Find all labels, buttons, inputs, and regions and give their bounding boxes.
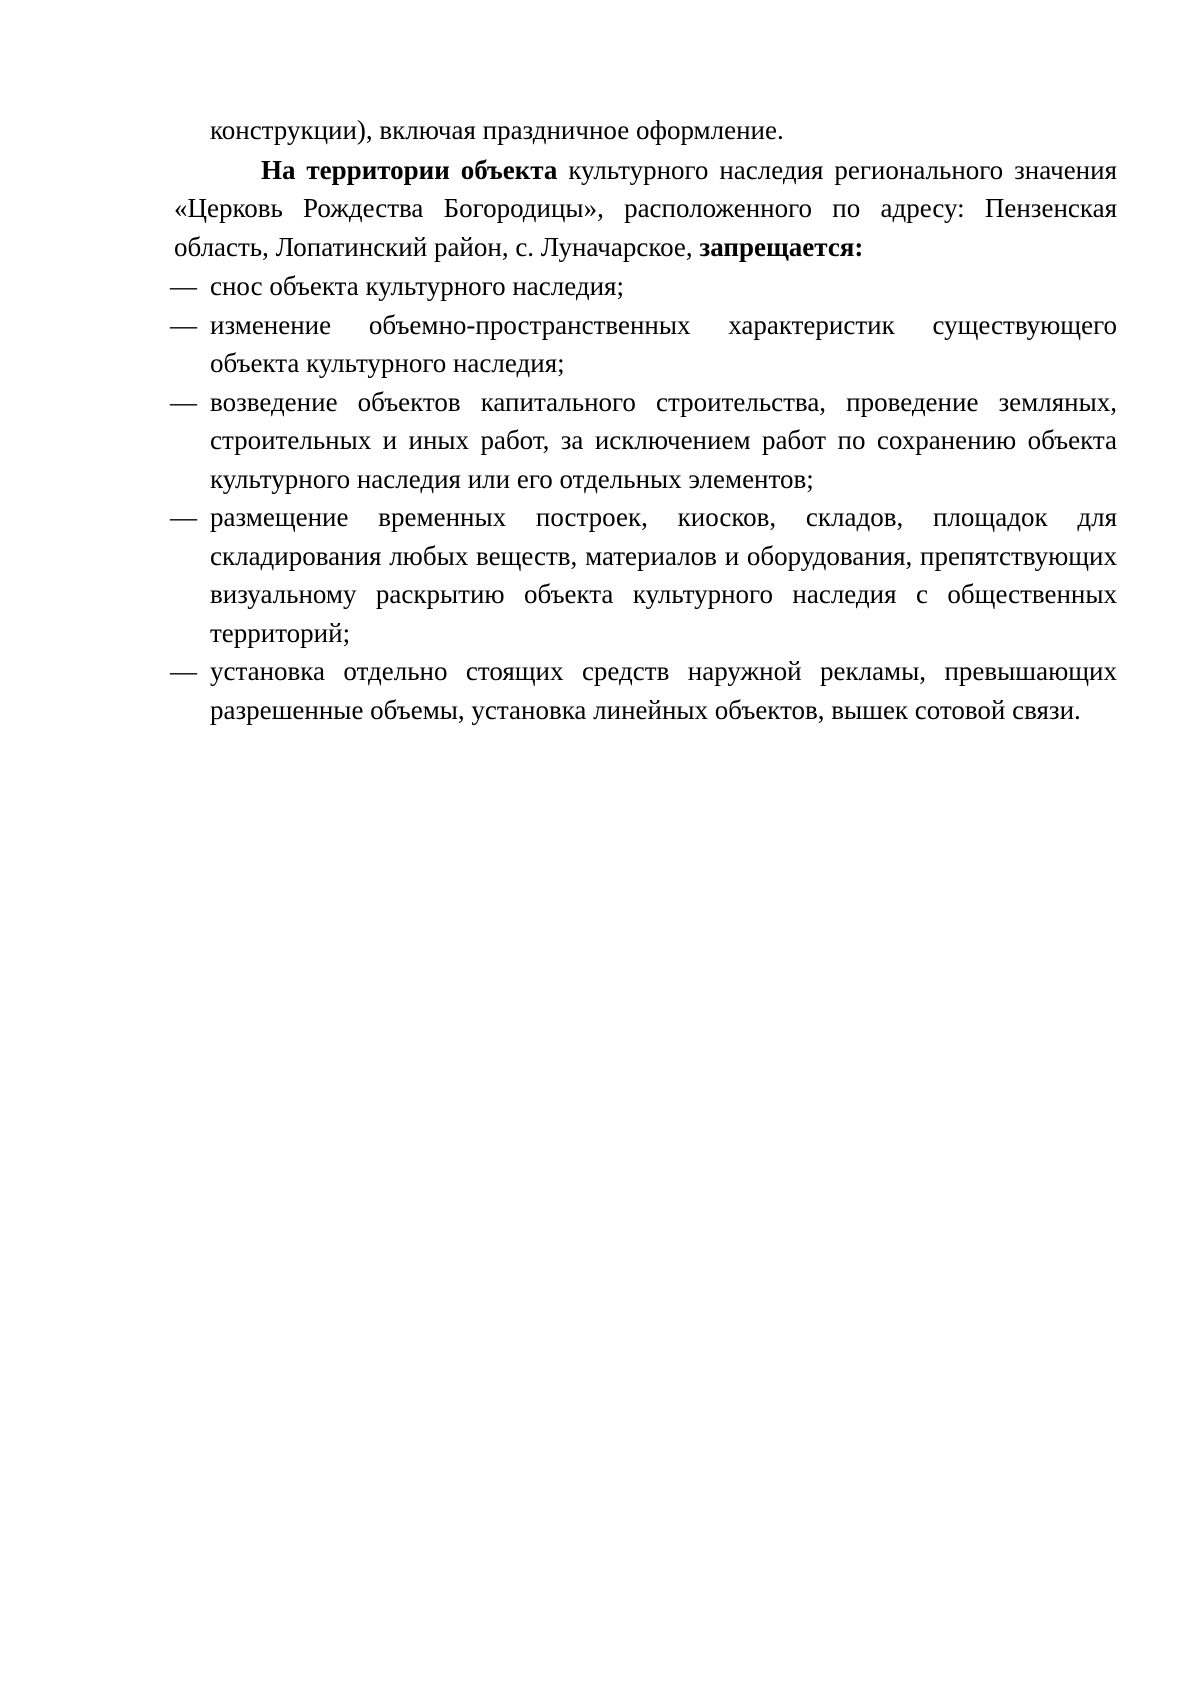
list-item-text: возведение объектов капитального строительства, проведение земляных, строительных и иных работ, за исключением работ по сохранению объекта культурного наследия или его отдельных элементов; [210, 386, 1117, 494]
list-dash: — [170, 386, 197, 417]
prohibition-list [170, 267, 1117, 729]
list-item [170, 383, 1117, 499]
list-item [170, 498, 1117, 652]
list-dash: — [170, 656, 197, 686]
list-dash: — [170, 309, 197, 340]
list-dash: — [170, 502, 197, 532]
list-item [170, 652, 1117, 729]
paragraph-bold-tail: запрещается: [699, 231, 864, 262]
list-item-text: снос объекта культурного наследия; [210, 271, 624, 301]
list-item-text: установка отдельно стоящих средств наружной рекламы, превышающих разрешенные объемы, установка линейных объектов, вышек сотовой связи. [210, 656, 1117, 725]
continuation-line: конструкции), включая праздничное оформление. [210, 115, 784, 145]
list-item-text: размещение временных построек, киосков, складов, площадок для складирования любых веществ, материалов и оборудования, препятствующих визуальному раскрытию объекта культурного наследия с общественных территорий; [210, 502, 1117, 648]
list-item [170, 267, 1117, 306]
prohibition-paragraph [174, 151, 1117, 267]
paragraph-bold-lead: На территории объекта [261, 154, 558, 185]
document-page [170, 111, 1117, 729]
list-dash: — [170, 271, 197, 301]
list-item-text: изменение объемно-пространственных характеристик существующего объекта культурного наследия; [210, 309, 1117, 378]
list-item [170, 306, 1117, 383]
paragraph-text: культурного наследия регионального значения «Церковь Рождества Богородицы», расположенного по адресу: Пензенская область, Лопатинский район, с. Луначарское, [174, 154, 1117, 262]
